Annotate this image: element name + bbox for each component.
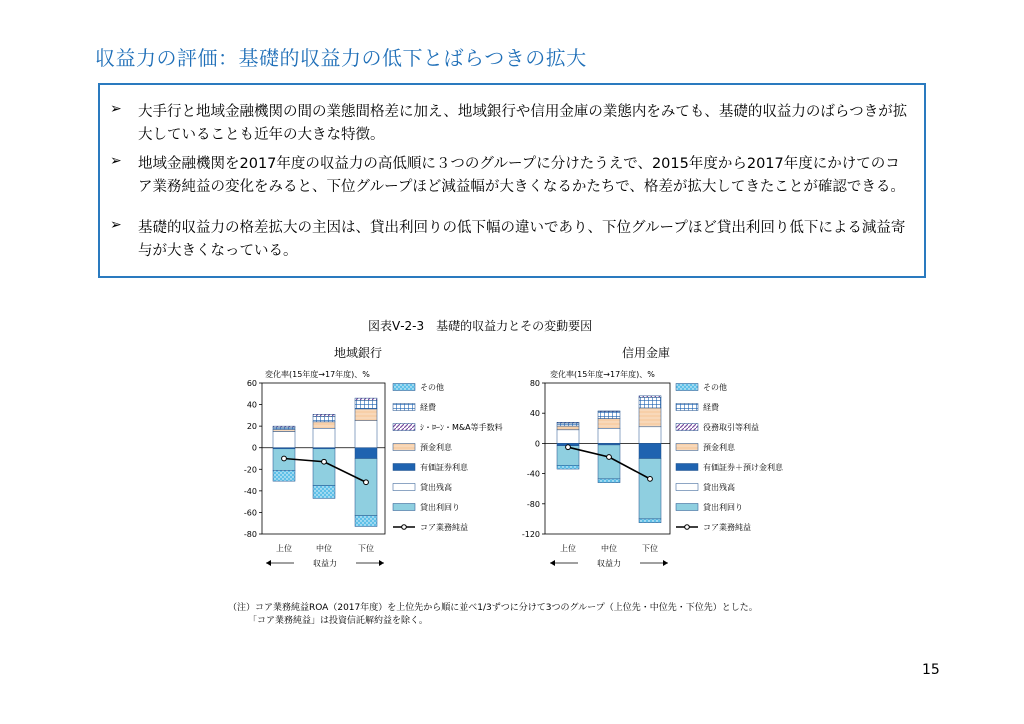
bar-segment bbox=[273, 427, 295, 429]
y-tick-label: -80 bbox=[243, 530, 257, 539]
legend-marker bbox=[685, 525, 690, 530]
bar-segment bbox=[557, 423, 579, 426]
category-label: 上位 bbox=[560, 544, 576, 553]
legend-label: その他 bbox=[703, 383, 727, 392]
bar-segment bbox=[355, 400, 377, 409]
y-tick-label: -40 bbox=[526, 469, 540, 479]
legend-label: 貸出残高 bbox=[420, 483, 452, 492]
legend-marker bbox=[402, 525, 407, 530]
chart-unit-label: 変化率(15年度→17年度)、% bbox=[265, 370, 370, 379]
page-title: 収益力の評価：基礎的収益力の低下とばらつきの拡大 bbox=[95, 46, 587, 70]
category-label: 中位 bbox=[316, 544, 332, 553]
legend-swatch bbox=[393, 504, 415, 511]
bar-segment bbox=[557, 422, 579, 423]
legend-label: 預金利息 bbox=[420, 443, 452, 452]
bullet-text: 大手行と地域金融機関の間の業態間格差に加え、地域銀行や信用金庫の業態内をみても、基礎的収益力のばらつきが拡大していることも近年の大きな特徴。 bbox=[138, 104, 908, 143]
bar-segment bbox=[355, 516, 377, 527]
category-label: 中位 bbox=[601, 544, 617, 553]
bullet-text: 基礎的収益力の格差拡大の主因は、貸出利回りの低下幅の違いであり、下位グループほど貸出利回り低下による減益寄与が大きくなっている。 bbox=[138, 220, 906, 259]
legend-swatch bbox=[676, 464, 698, 471]
bar-segment bbox=[639, 427, 661, 444]
bar-segment bbox=[273, 429, 295, 431]
bar-segment bbox=[639, 408, 661, 427]
bar-segment bbox=[313, 414, 335, 416]
category-label: 上位 bbox=[276, 544, 292, 553]
figure-title: 図表Ⅴ-2-3 基礎的収益力とその変動要因 bbox=[368, 319, 593, 333]
legend-label: 経費 bbox=[420, 403, 436, 412]
legend-swatch bbox=[393, 424, 415, 431]
bar-segment bbox=[313, 422, 335, 428]
legend-swatch bbox=[676, 444, 698, 451]
y-tick-label: 60 bbox=[246, 379, 257, 388]
legend-label: 預金利息 bbox=[703, 443, 735, 452]
chart-title-shinkin: 信用金庫 bbox=[622, 346, 671, 360]
legend-label: その他 bbox=[420, 383, 444, 392]
page-number: 15 bbox=[922, 662, 940, 678]
arrow-left-icon bbox=[266, 560, 271, 566]
footnote: 「コア業務純益」は投資信託解約益を除く。 bbox=[248, 616, 428, 626]
legend-label: 役務取引等利益 bbox=[703, 423, 759, 432]
bullet-text: 地域金融機関を2017年度の収益力の高低順に３つのグループに分けたうえで、2015年度から2017年度にかけてのコア業務純益の変化をみると、下位グループほど減益幅が大きくなるかたちで、格差が拡大してきたことが確認できる。 bbox=[138, 156, 905, 195]
chart-title-regional-banks: 地域銀行 bbox=[334, 346, 383, 360]
category-label: 下位 bbox=[642, 544, 658, 553]
y-tick-label: 0 bbox=[534, 439, 540, 449]
bar-segment bbox=[598, 418, 620, 428]
legend-swatch bbox=[393, 444, 415, 451]
y-tick-label: -60 bbox=[243, 508, 257, 518]
axis-caption: 収益力 bbox=[597, 559, 621, 568]
bar-segment bbox=[639, 443, 661, 458]
chart-unit-label: 変化率(15年度→17年度)、% bbox=[550, 370, 655, 379]
bullet-arrow-icon: ➢ bbox=[110, 153, 122, 169]
bar-segment bbox=[355, 421, 377, 448]
legend-label: 貸出残高 bbox=[703, 483, 735, 492]
y-tick-label: 40 bbox=[529, 409, 540, 419]
bar-segment bbox=[639, 396, 661, 398]
legend-swatch bbox=[676, 384, 698, 391]
bar-segment bbox=[355, 459, 377, 516]
arrow-right-icon bbox=[379, 560, 384, 566]
core-profit-point bbox=[648, 476, 653, 481]
bar-segment bbox=[557, 430, 579, 444]
bar-segment bbox=[598, 479, 620, 483]
legend-swatch bbox=[676, 504, 698, 511]
bar-segment bbox=[273, 432, 295, 448]
bar-segment bbox=[355, 409, 377, 421]
axis-caption: 収益力 bbox=[313, 559, 337, 568]
y-tick-label: 0 bbox=[251, 443, 257, 453]
category-label: 下位 bbox=[358, 544, 374, 553]
bar-segment bbox=[639, 459, 661, 519]
bar-segment bbox=[639, 397, 661, 408]
y-tick-label: -20 bbox=[243, 465, 257, 475]
bar-segment bbox=[639, 519, 661, 523]
bar-segment bbox=[273, 426, 295, 427]
y-tick-label: -40 bbox=[243, 486, 257, 496]
legend-swatch bbox=[676, 424, 698, 431]
legend-label: コア業務純益 bbox=[703, 523, 751, 532]
legend-label: コア業務純益 bbox=[420, 523, 468, 532]
bar-segment bbox=[313, 449, 335, 486]
core-profit-point bbox=[607, 455, 612, 460]
legend-swatch bbox=[393, 464, 415, 471]
legend-swatch bbox=[393, 404, 415, 411]
legend-label: 貸出利回り bbox=[420, 503, 460, 512]
legend-swatch bbox=[676, 484, 698, 491]
y-tick-label: 80 bbox=[529, 379, 540, 388]
footnote: （注）コア業務純益ROA（2017年度）を上位先から順に並べ1/3ずつに分けて3つのグループ（上位先・中位先・下位先）とした。 bbox=[228, 603, 758, 613]
bar-segment bbox=[355, 448, 377, 459]
y-tick-label: -120 bbox=[521, 530, 540, 539]
bar-segment bbox=[557, 426, 579, 430]
bar-segment bbox=[598, 411, 620, 412]
core-profit-point bbox=[282, 456, 287, 461]
y-tick-label: 40 bbox=[246, 400, 257, 410]
bar-segment bbox=[355, 398, 377, 400]
core-profit-point bbox=[566, 445, 571, 450]
arrow-left-icon bbox=[550, 560, 555, 566]
legend-label: 貸出利回り bbox=[703, 503, 743, 512]
bar-segment bbox=[598, 428, 620, 443]
legend-label: 有価証券＋預け金利息 bbox=[703, 463, 783, 472]
bar-segment bbox=[598, 412, 620, 419]
legend-swatch bbox=[393, 484, 415, 491]
bar-segment bbox=[313, 416, 335, 421]
arrow-right-icon bbox=[663, 560, 668, 566]
legend-swatch bbox=[393, 384, 415, 391]
bar-segment bbox=[313, 485, 335, 498]
bar-segment bbox=[313, 428, 335, 447]
bar-segment bbox=[557, 465, 579, 469]
legend-label: ｼ・ﾛｰﾝ・M&A等手数料 bbox=[420, 423, 503, 432]
legend-label: 経費 bbox=[703, 403, 719, 412]
legend-swatch bbox=[676, 404, 698, 411]
y-tick-label: 20 bbox=[246, 422, 257, 432]
bullet-arrow-icon: ➢ bbox=[110, 217, 122, 233]
bar-segment bbox=[273, 470, 295, 481]
bullet-arrow-icon: ➢ bbox=[110, 101, 122, 117]
y-tick-label: -80 bbox=[526, 499, 540, 509]
core-profit-point bbox=[364, 480, 369, 485]
legend-label: 有価証券利息 bbox=[420, 463, 468, 472]
core-profit-point bbox=[322, 459, 327, 464]
